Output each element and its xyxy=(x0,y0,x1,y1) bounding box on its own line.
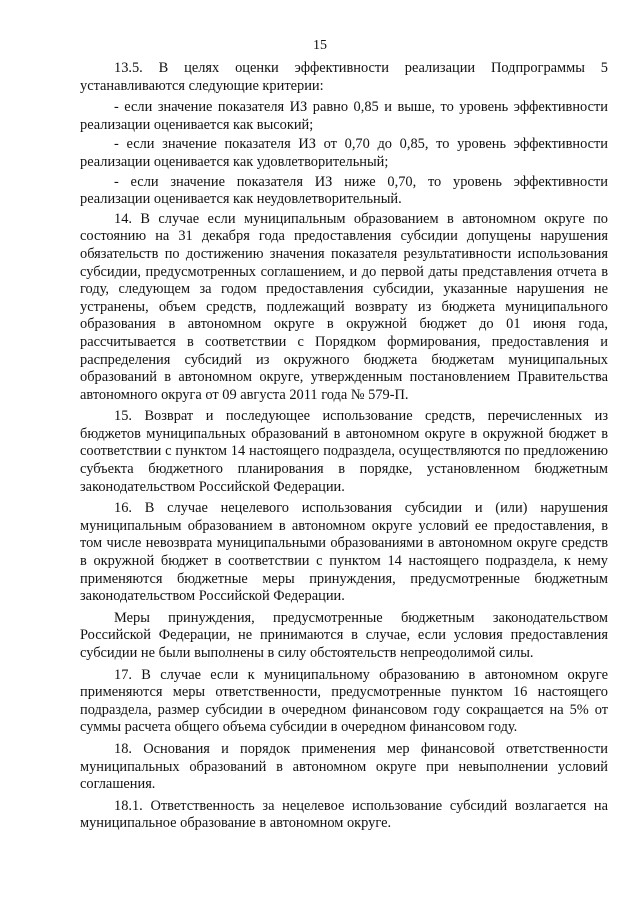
paragraph-16: 16. В случае нецелевого использования субсидии и (или) нарушения муниципальным образованием в автономном округе условий ее предоставления, в том числе невозврата муниципальными образованиями в автономном округе средств в окружной бюджет в соответствии с пунктом 14 настоящего подраздела, к нему применяются бюджетные меры принуждения, предусмотренные бюджетным законодательством Российской Федерации. xyxy=(80,500,608,605)
document-body xyxy=(80,60,608,833)
criterion-unsatisfactory: - если значение показателя ИЗ ниже 0,70, то уровень эффективности реализации оценивается как неудовлетворительный. xyxy=(80,173,608,208)
paragraph-18: 18. Основания и порядок применения мер финансовой ответственности муниципальных образований в автономном округе при невыполнении условий соглашения. xyxy=(80,740,608,793)
criterion-satisfactory: - если значение показателя ИЗ от 0,70 до 0,85, то уровень эффективности реализации оценивается как удовлетворительный; xyxy=(80,136,608,170)
paragraph-18-1: 18.1. Ответственность за нецелевое использование субсидий возлагается на муниципальное образование в автономном округе. xyxy=(80,797,608,832)
paragraph-14: 14. В случае если муниципальным образованием в автономном округе по состоянию на 31 декабря года предоставления субсидии допущены нарушения обязательств по достижению значения показателя результативности использования субсидии, предусмотренных соглашением, и до первой даты представления отчета в году, следующем за годом предоставления субсидии, указанные нарушения не устранены, объем средств, подлежащий возврату из бюджета муниципального образования в автономном округе в окружной бюджет до 01 июня года, рассчитывается в соответствии с Порядком формирования, предоставления и распределения субсидий из окружного бюджета бюджетам муниципальных образований в автономном округе, утвержденным постановлением Правительства автономного округа от 09 августа 2011 года № 579-П. xyxy=(80,210,608,403)
criterion-high: - если значение показателя ИЗ равно 0,85 и выше, то уровень эффективности реализации оценивается как высокий; xyxy=(80,99,608,133)
paragraph-17: 17. В случае если к муниципальному образованию в автономном округе применяются меры ответственности, предусмотренные пунктом 16 настоящего подраздела, размер субсидии в очередном финансовом году сокращается на 5% от суммы расчета общего объема субсидии в очередном финансовом году. xyxy=(80,666,608,736)
paragraph-13-5: 13.5. В целях оценки эффективности реализации Подпрограммы 5 устанавливаются следующие критерии: xyxy=(80,60,608,94)
paragraph-16-enforcement: Меры принуждения, предусмотренные бюджетным законодательством Российской Федерации, не принимаются в случае, если условия предоставления субсидии не были выполнены в силу обстоятельств непреодолимой силы. xyxy=(80,609,608,661)
paragraph-15: 15. Возврат и последующее использование средств, перечисленных из бюджетов муниципальных образований в автономном округе в окружной бюджет в соответствии с пунктом 14 настоящего подраздела, осуществляются по предложению субъекта бюджетного планирования в порядке, установленном бюджетным законодательством Российской Федерации. xyxy=(80,408,608,495)
page-number: 15 xyxy=(313,38,327,53)
